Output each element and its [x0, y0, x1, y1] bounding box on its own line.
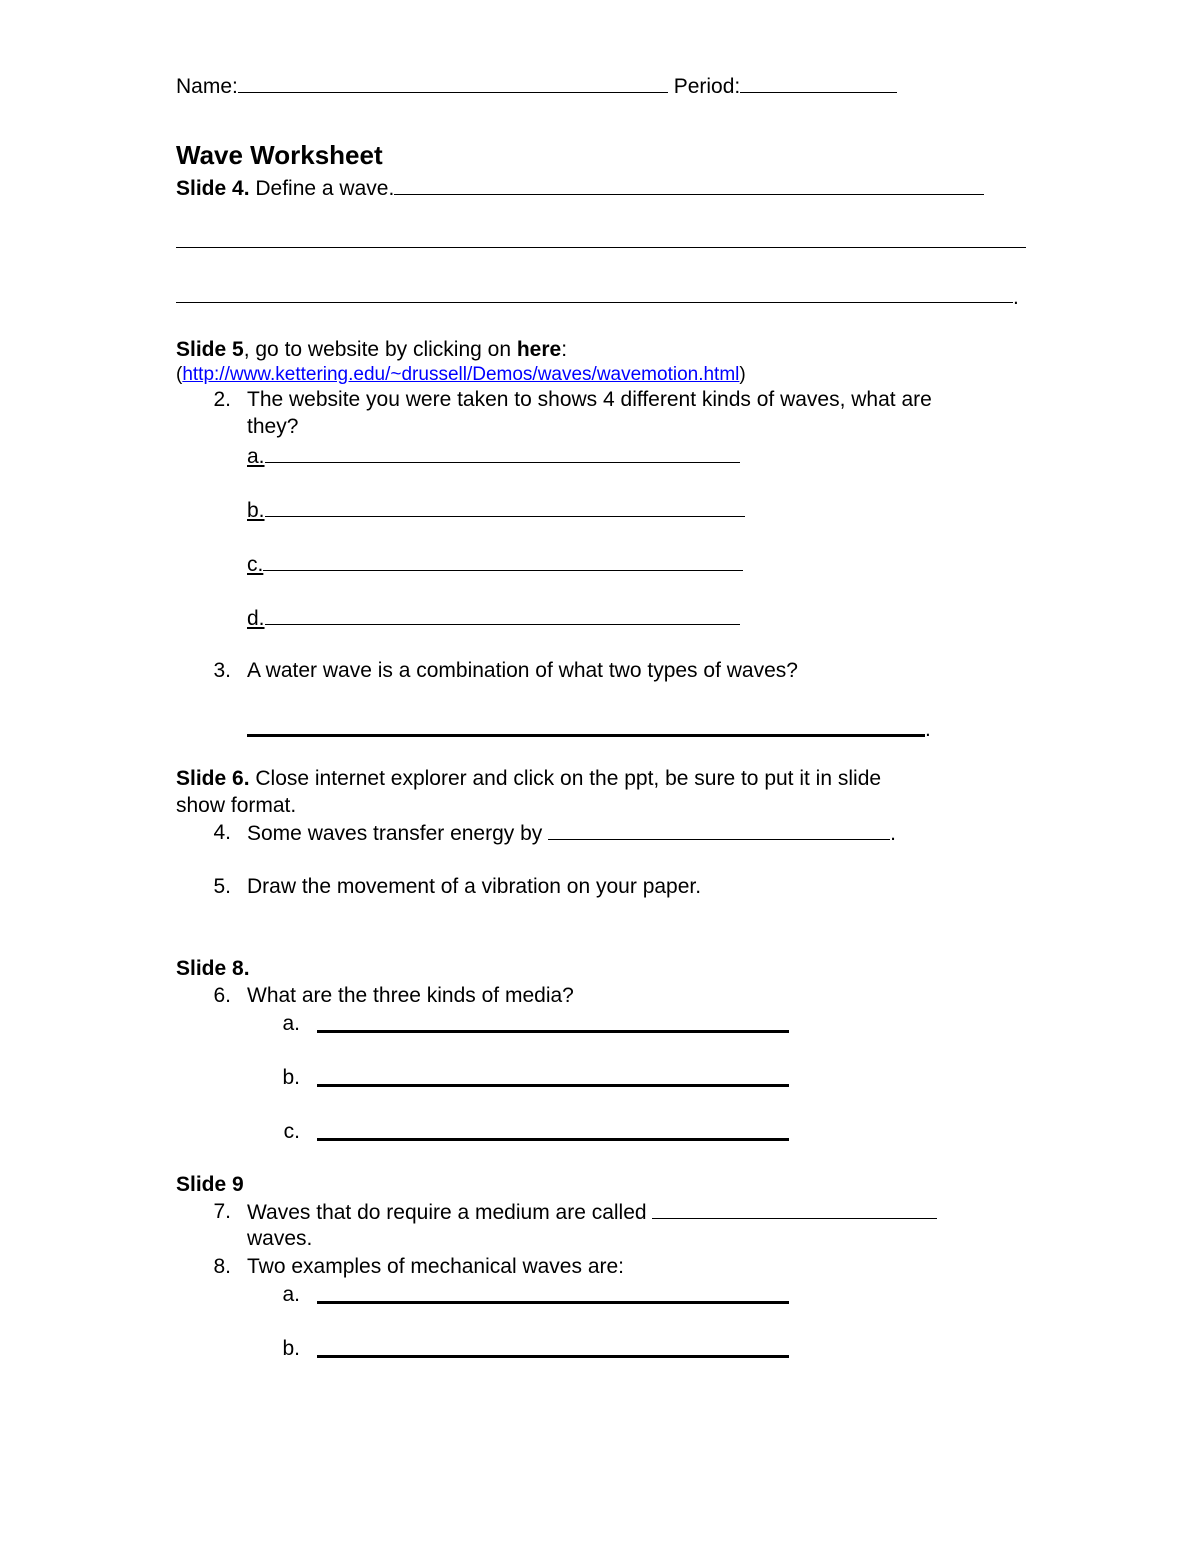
slide4-blank-2[interactable]	[176, 247, 1026, 248]
q2-blank-d[interactable]	[265, 604, 740, 625]
paren-open: (	[176, 364, 183, 385]
slide8-label: Slide 8.	[176, 957, 250, 980]
q4-end-period: .	[890, 822, 896, 845]
q2-number: 2.	[213, 388, 231, 411]
slide6-prompt-line1	[176, 765, 881, 792]
slide6-prompt-line2: show format.	[176, 794, 297, 817]
q5-text: Draw the movement of a vibration on your paper.	[247, 875, 702, 898]
period-blank[interactable]	[740, 72, 897, 93]
q8-option-b-label: b.	[282, 1337, 300, 1360]
q4-number: 4.	[213, 821, 231, 844]
slide6-text: Close internet explorer and click on the ppt, be sure to put it in slide	[249, 767, 882, 790]
name-field[interactable]	[176, 72, 897, 100]
paren-close: )	[739, 364, 746, 385]
q4-line	[247, 819, 896, 847]
slide4-label: Slide 4.	[176, 177, 250, 200]
q8-text: Two examples of mechanical waves are:	[247, 1255, 625, 1278]
q3-text: A water wave is a combination of what two types of waves?	[247, 659, 798, 682]
q7-line	[247, 1198, 937, 1226]
q6-blank-a[interactable]	[317, 1030, 789, 1033]
q2-option-label: d.	[247, 607, 265, 630]
slide5-text: , go to website by clicking on	[243, 338, 517, 361]
website-line	[176, 361, 746, 388]
q3-blank[interactable]	[247, 734, 925, 737]
q2-option-label: a.	[247, 445, 265, 468]
website-link[interactable]: http://www.kettering.edu/~drussell/Demos/waves/wavemotion.html	[182, 364, 740, 385]
q7-text-line2: waves.	[247, 1227, 313, 1250]
period-label: Period:	[673, 75, 741, 98]
q4-text: Some waves transfer energy by	[247, 822, 549, 845]
slide4-blank-1[interactable]	[394, 174, 984, 195]
slide5-colon: :	[561, 338, 568, 361]
q2-blank-c[interactable]	[263, 550, 743, 571]
q2-option-c[interactable]	[247, 550, 743, 578]
q2-option-b[interactable]	[247, 496, 745, 524]
q6-text: What are the three kinds of media?	[247, 984, 574, 1007]
q6-option-a-label: a.	[282, 1012, 300, 1035]
q3-end-period: .	[925, 718, 931, 741]
slide4-end-period: .	[1013, 286, 1019, 309]
slide4-text: Define a wave.	[249, 177, 395, 200]
q2-option-a[interactable]	[247, 442, 740, 470]
name-label: Name:	[176, 75, 238, 98]
slide5-prompt	[176, 336, 567, 363]
q6-option-b-label: b.	[282, 1066, 300, 1089]
q2-text-line2: they?	[247, 415, 299, 438]
q6-option-c-label: c.	[283, 1120, 300, 1143]
q8-blank-b[interactable]	[317, 1355, 789, 1358]
q2-option-label: c.	[247, 553, 264, 576]
q7-number: 7.	[213, 1200, 231, 1223]
q6-blank-c[interactable]	[317, 1138, 789, 1141]
q2-text-line1: The website you were taken to shows 4 different kinds of waves, what are	[247, 388, 932, 411]
page-title: Wave Worksheet	[176, 140, 383, 170]
q6-blank-b[interactable]	[317, 1084, 789, 1087]
q2-option-d[interactable]	[247, 604, 740, 632]
q2-blank-a[interactable]	[265, 442, 740, 463]
slide9-label: Slide 9	[176, 1173, 244, 1196]
q3-number: 3.	[213, 659, 231, 682]
slide4-blank-3[interactable]	[176, 302, 1013, 303]
q8-blank-a[interactable]	[317, 1301, 789, 1304]
q4-blank[interactable]	[548, 819, 890, 840]
q2-blank-b[interactable]	[265, 496, 745, 517]
name-blank[interactable]	[238, 72, 668, 93]
q5-number: 5.	[213, 875, 231, 898]
q8-option-a-label: a.	[282, 1283, 300, 1306]
slide4-prompt	[176, 174, 984, 202]
here-link[interactable]: here	[516, 338, 562, 361]
q8-number: 8.	[213, 1255, 231, 1278]
q7-blank[interactable]	[652, 1198, 937, 1219]
slide6-label: Slide 6.	[176, 767, 250, 790]
q6-number: 6.	[213, 984, 231, 1007]
slide5-label: Slide 5	[176, 338, 244, 361]
q7-text: Waves that do require a medium are called	[247, 1201, 653, 1224]
q2-option-label: b.	[247, 499, 265, 522]
